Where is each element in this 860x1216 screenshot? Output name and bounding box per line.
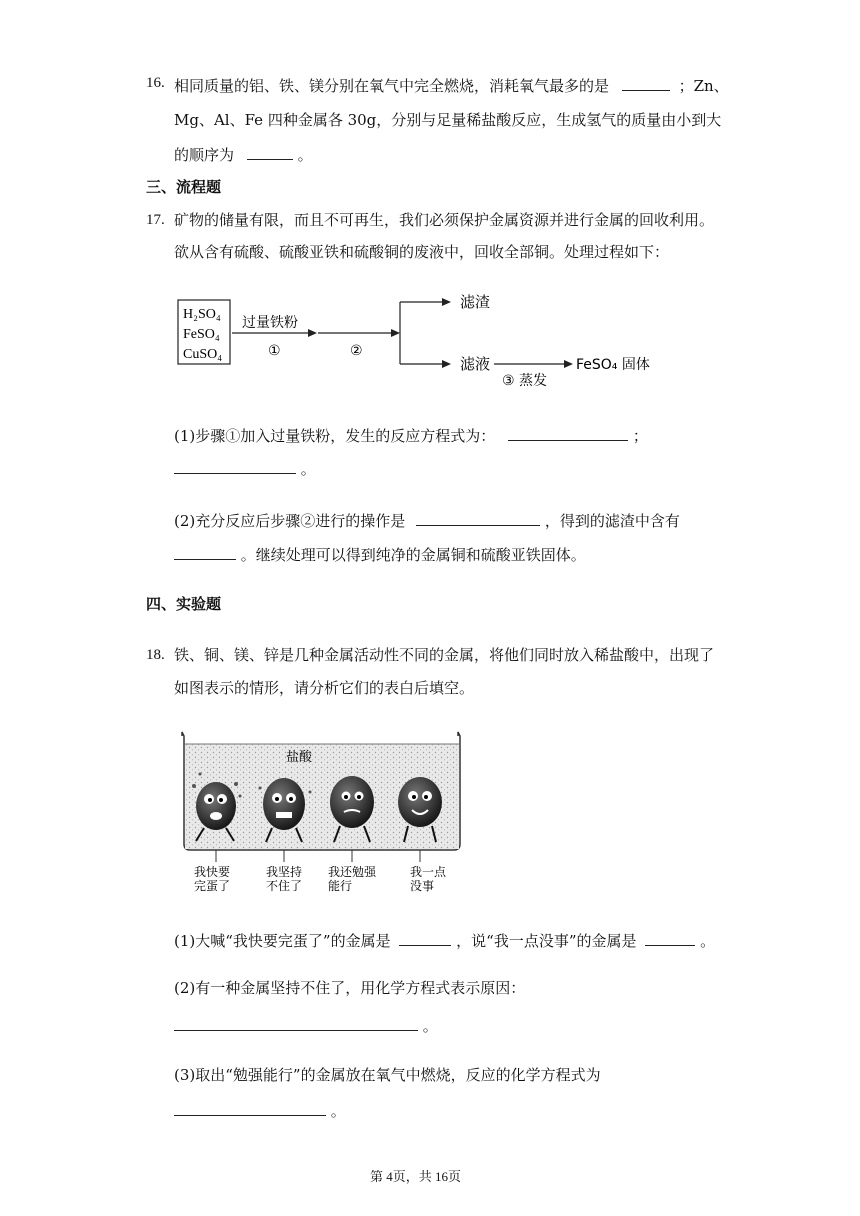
caption-3-line-1: 我还勉强: [328, 865, 377, 879]
q17-sub1-sep: ；: [632, 427, 648, 445]
page-footer: 第 4页，共 16页: [370, 1169, 462, 1184]
q17-line-1: 矿物的储量有限，而且不可再生，我们必须保护金属资源并进行金属的回收利用。: [174, 211, 715, 229]
step3-label: ③ 蒸发: [502, 373, 548, 388]
question-number-17: 17.: [146, 212, 165, 228]
output-filtrate: 滤液: [460, 355, 491, 373]
q16-line3-text: 的顺序为: [174, 146, 235, 164]
q16-line-3: [174, 145, 313, 163]
q18-line-1: 铁、铜、镁、锌是几种金属活动性不同的金属，将他们同时放入稀盐酸中，出现了: [174, 646, 715, 664]
caption-1-line-2: 完蛋了: [194, 879, 231, 893]
box-line-feso4: FeSO₄: [183, 327, 220, 342]
caption-2-line-2: 不住了: [266, 879, 303, 893]
q17-sub1: [174, 426, 648, 444]
acid-label: 盐酸: [286, 750, 313, 765]
step2-number: ②: [350, 343, 363, 359]
q18-sub2-cont: [174, 1016, 438, 1034]
q17-sub2: [174, 511, 680, 529]
section-heading-3: 三、流程题: [146, 178, 222, 196]
q17-sub2-blank-1[interactable]: [416, 511, 540, 526]
final-product: FeSO₄ 固体: [576, 357, 650, 373]
q18-sub2: (2)有一种金属坚持不住了，用化学方程式表示原因：: [174, 979, 526, 997]
caption-1-line-1: 我快要: [194, 865, 231, 879]
q18-sub3-end: 。: [330, 1102, 346, 1120]
q18-sub3: (3)取出“勉强能行”的金属放在氧气中燃烧，反应的化学方程式为: [174, 1066, 601, 1084]
question-number-18: 18.: [146, 647, 165, 663]
section-heading-4: 四、实验题: [146, 595, 222, 613]
process-flow-diagram: [176, 288, 656, 388]
metals-in-acid-figure: [176, 726, 466, 896]
box-line-cuso4: CuSO₄: [183, 347, 223, 362]
question-number-16: 16.: [146, 75, 165, 91]
q16-line1-text: 相同质量的铝、铁、镁分别在氧气中完全燃烧，消耗氧气最多的是: [174, 77, 610, 95]
q16-line-1: [174, 76, 729, 94]
q16-line1-tail: ；Zn、: [678, 77, 729, 95]
step1-label: 过量铁粉: [242, 315, 298, 331]
q17-line-2: 欲从含有硫酸、硫酸亚铁和硫酸铜的废液中，回收全部铜。处理过程如下：: [174, 243, 670, 261]
q18-sub1-end: 。: [700, 932, 716, 950]
q16-line3-tail: 。: [297, 146, 313, 164]
q18-line-2: 如图表示的情形，请分析它们的表白后填空。: [174, 679, 475, 697]
q16-line-2: Mg、Al、Fe 四种金属各 30g，分别与足量稀盐酸反应，生成氢气的质量由小到大: [174, 111, 722, 129]
q17-sub2-mid: ，得到的滤渣中含有: [544, 512, 680, 530]
branch-top-arrow-head: [442, 298, 451, 306]
q17-sub1-cont: [174, 459, 316, 477]
box-line-h2so4: H₂SO₄: [183, 307, 221, 322]
q18-sub1-blank-1[interactable]: [399, 931, 451, 946]
step1-number: ①: [268, 343, 281, 359]
caption-3-line-2: 能行: [328, 879, 353, 893]
q18-sub2-blank[interactable]: [174, 1016, 418, 1031]
step3-arrow-head: [564, 360, 573, 368]
q17-sub2-blank-2[interactable]: [174, 545, 236, 560]
q18-sub3-cont: [174, 1101, 346, 1119]
caption-4-line-2: 没事: [410, 879, 435, 893]
q17-sub1-blank-2[interactable]: [174, 459, 296, 474]
q18-sub2-end: 。: [422, 1017, 438, 1035]
q17-sub2-cont: [174, 545, 586, 563]
q16-answer-blank-2[interactable]: [247, 145, 293, 160]
q16-answer-blank-1[interactable]: [622, 76, 670, 91]
q17-sub1-text: (1)步骤①加入过量铁粉，发生的反应方程式为：: [174, 427, 496, 445]
q17-sub2-text: (2)充分反应后步骤②进行的操作是: [174, 512, 406, 530]
q17-sub1-blank-1[interactable]: [508, 426, 628, 441]
q18-sub3-blank[interactable]: [174, 1101, 326, 1116]
q18-sub1: [174, 931, 715, 949]
q18-sub1-blank-2[interactable]: [645, 931, 695, 946]
step1-arrow-head: [308, 329, 317, 337]
caption-2-line-1: 我坚持: [266, 865, 303, 879]
step2-arrow-head: [391, 329, 400, 337]
q18-sub1-text: (1)大喊“我快要完蛋了”的金属是: [174, 932, 391, 950]
q17-sub2-end: 。继续处理可以得到纯净的金属铜和硫酸亚铁固体。: [240, 546, 586, 564]
branch-bottom-arrow-head: [442, 360, 451, 368]
output-residue: 滤渣: [460, 293, 491, 311]
q18-sub1-mid: ，说“我一点没事”的金属是: [456, 932, 637, 950]
caption-4-line-1: 我一点: [410, 865, 447, 879]
q17-sub1-end: 。: [300, 460, 316, 478]
